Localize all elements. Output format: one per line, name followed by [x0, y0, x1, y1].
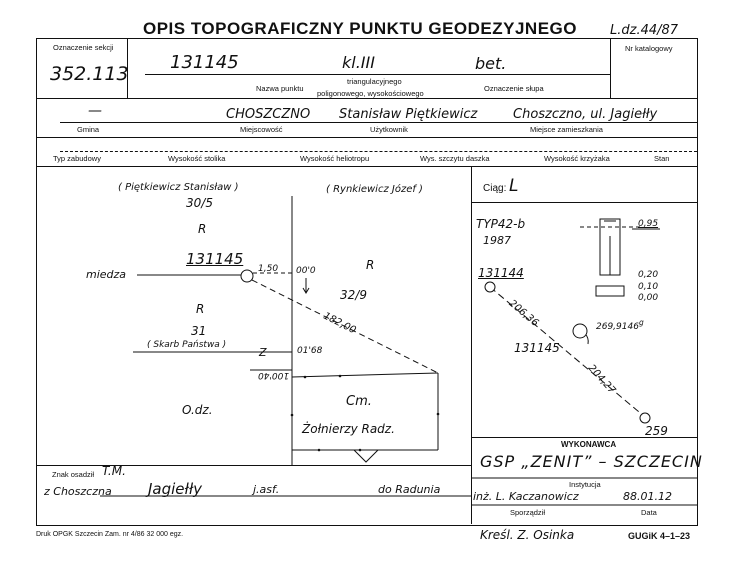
- point-131144: 131144: [478, 266, 524, 280]
- point-number: 131145: [170, 52, 239, 73]
- print-note: Druk OPGK Szczecin Zam. nr 4/86 32 000 egz.: [36, 531, 184, 538]
- row3-label-1: Wysokość stolika: [168, 154, 226, 163]
- author-value: inż. L. Kaczanowicz: [473, 490, 579, 503]
- mark-1000: 100'40: [258, 370, 290, 380]
- executor-label: WYKONAWCA: [561, 440, 617, 449]
- ciag-value: L: [509, 176, 519, 196]
- section-label: Oznaczenie sekcji: [53, 43, 114, 52]
- author-label: Sporządził: [510, 508, 546, 517]
- dim-095: 0,95: [638, 219, 659, 229]
- executor-value: GSP „ZENIT” – SZCZECIN: [480, 452, 703, 471]
- angle-number: 269,9146: [596, 322, 639, 332]
- dist-20636: 206,36: [506, 298, 541, 329]
- miedza-label: miedza: [86, 268, 127, 281]
- dist-150: 1,50: [258, 264, 279, 274]
- road-value: j.asf.: [253, 483, 280, 496]
- row3-label-0: Typ zabudowy: [53, 154, 101, 163]
- owner-left: ( Piętkiewicz Stanisław ): [118, 182, 239, 193]
- user-label: Użytkownik: [370, 125, 408, 134]
- angle-unit: g: [638, 318, 644, 327]
- date-value: 88.01.12: [623, 490, 672, 503]
- dim-000: 0,00: [638, 293, 659, 303]
- cm-label: Cm.: [346, 394, 372, 409]
- parcel-31: 31: [191, 324, 207, 338]
- typ-label: TYP42-b: [476, 217, 526, 231]
- polyg-label: poligonowego, wysokościowego: [317, 89, 424, 98]
- post-label: Oznaczenie słupa: [484, 84, 544, 93]
- year-label: 1987: [483, 234, 511, 247]
- catalog-label: Nr katalogowy: [625, 44, 673, 53]
- treasury-label: ( Skarb Państwa ): [147, 340, 227, 350]
- user-value: Stanisław Piętkiewicz: [339, 107, 478, 122]
- row3-label-2: Wysokość heliotropu: [300, 154, 370, 163]
- to-value: do Radunia: [378, 483, 441, 496]
- soldiers-label: Żołnierzy Radz.: [302, 422, 395, 436]
- triang-label: triangulacyjnego: [347, 77, 402, 86]
- parcel-32-9: 32/9: [340, 288, 367, 302]
- point-131145-right: 131145: [514, 341, 560, 355]
- point-259: 259: [645, 424, 668, 438]
- mark-0168: 01'68: [297, 346, 323, 356]
- ciag-label: Ciąg:: [483, 183, 507, 194]
- date-label: Data: [641, 508, 657, 517]
- drawn-by: Kreśl. Z. Osinka: [480, 528, 575, 542]
- r-label-2: R: [366, 258, 375, 272]
- institution-label: Instytucja: [569, 480, 601, 489]
- r-label-3: R: [196, 302, 205, 316]
- section-value: 352.113: [50, 63, 129, 85]
- street-value: Jagiełły: [148, 480, 203, 498]
- dist-20427: 204,27: [585, 362, 618, 397]
- owner-right: ( Rynkiewicz Józef ): [326, 184, 423, 195]
- point-class: kl.III: [342, 53, 375, 72]
- reference-number: L.dz.44/87: [610, 23, 679, 38]
- row3-label-5: Stan: [654, 154, 670, 163]
- odz-label: O.dz.: [182, 403, 213, 417]
- parcel-30-5: 30/5: [186, 196, 213, 210]
- dim-010: 0,10: [638, 282, 659, 292]
- sign-label: Znak osadził: [52, 470, 95, 479]
- point-name-label: Nazwa punktu: [256, 84, 304, 93]
- from-value: z Choszczna: [44, 485, 112, 498]
- row3-label-3: Wys. szczytu daszka: [420, 154, 490, 163]
- dim-020: 0,20: [638, 270, 659, 280]
- mark-000: 00'0: [296, 266, 316, 276]
- commune-value: —: [88, 103, 102, 119]
- z-label: Z: [259, 346, 267, 359]
- locality-label: Miejscowość: [240, 125, 283, 134]
- post-type: bet.: [475, 54, 507, 73]
- angle-value: [596, 318, 644, 332]
- form-code: GUGiK 4–1–23: [628, 531, 691, 541]
- row3-label-4: Wysokość krzyżaka: [544, 154, 610, 163]
- residence-value: Choszczno, ul. Jagiełły: [513, 107, 658, 122]
- point-label: 131145: [186, 250, 244, 268]
- r-label-1: R: [198, 222, 207, 236]
- dist-18200: 182,00: [321, 310, 358, 337]
- sign-value: T.M.: [102, 464, 126, 478]
- locality-value: CHOSZCZNO: [226, 107, 311, 122]
- commune-label: Gmina: [77, 125, 100, 134]
- document-title: OPIS TOPOGRAFICZNY PUNKTU GEODEZYJNEGO: [143, 19, 577, 38]
- residence-label: Miejsce zamieszkania: [530, 125, 603, 134]
